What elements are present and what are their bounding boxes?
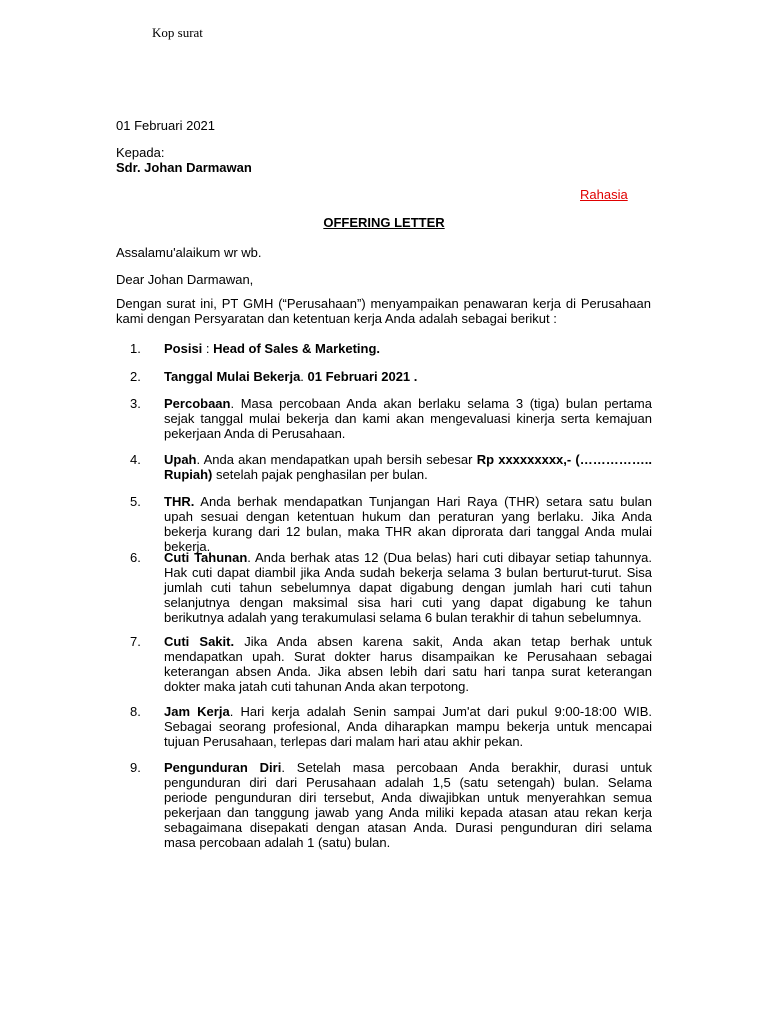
intro-paragraph: Dengan surat ini, PT GMH (“Perusahaan”) menyampaikan penawaran kerja di Perusahaan kami dengan Persyaratan dan ketentuan kerja Anda adalah sebagai berikut : (116, 296, 651, 326)
item-heading: Pengunduran Diri (164, 760, 282, 775)
item-heading: Percobaan (164, 396, 231, 411)
item-number: 4. (130, 452, 141, 467)
recipient-name: Sdr. Johan Darmawan (116, 160, 252, 175)
item-number: 1. (130, 341, 141, 356)
item-body (164, 760, 652, 850)
letter-title: OFFERING LETTER (323, 215, 445, 230)
item-text: Anda berhak mendapatkan Tunjangan Hari Raya (THR) setara satu bulan upah sesuai dengan ketentuan hukum dan peraturan yang berlaku. Jika Anda bekerja kurang dari 12 bulan, maka THR akan diprorata dari tanggal Anda mulai bekerja. (164, 494, 652, 554)
item-text: Anda akan mendapatkan upah bersih sebesar (203, 452, 477, 467)
item-separator: . (229, 704, 241, 719)
item-number: 9. (130, 760, 141, 775)
item-number: 2. (130, 369, 141, 384)
greeting: Assalamu'alaikum wr wb. (116, 245, 262, 260)
item-separator: . (281, 760, 297, 775)
item-heading: Cuti Sakit. (164, 634, 235, 649)
item-number: 5. (130, 494, 141, 509)
item-text: Setelah masa percobaan Anda berakhir, durasi untuk pengunduran diri dari Perusahaan adalah 1,5 (satu setengah) bulan. Selama periode pengunduran diri tersebut, Anda diwajibkan untuk menyerahkan semua pekerjaan dan tanggung jawab yang Anda miliki kepada atasan atau rekan kerja sebagaimana disepakati dengan atasan Anda. Durasi pengunduran diri selama masa percobaan adalah 1 (satu) bulan. (164, 760, 652, 850)
item-separator (234, 634, 244, 649)
recipient-label: Kepada: (116, 145, 165, 160)
item-heading: Upah (164, 452, 197, 467)
item-text-tail: setelah pajak penghasilan per bulan. (212, 467, 428, 482)
item-value: 01 Februari 2021 . (307, 369, 418, 384)
item-body (164, 452, 652, 482)
item-body (164, 369, 652, 384)
item-separator: . (247, 550, 255, 565)
confidential-mark: Rahasia (580, 187, 628, 202)
item-heading: Posisi (164, 341, 203, 356)
item-heading: THR. (164, 494, 195, 509)
item-number: 7. (130, 634, 141, 649)
item-text: Anda berhak atas 12 (Dua belas) hari cuti dibayar setiap tahunnya. Hak cuti dapat diambil jika Anda sudah bekerja selama 3 bulan berturut-turut. Sisa jumlah cuti tahun sebelumnya dapat digabung dengan jumlah hari cuti tahun selanjutnya dengan maksimal sisa hari cuti yang dapat digabung ke tahun berikutnya adalah yang terakumulasi selama 6 bulan terakhir di tahun sebelumnya. (164, 550, 652, 625)
letterhead-placeholder: Kop surat (152, 25, 203, 40)
item-heading: Jam Kerja (164, 704, 230, 719)
item-body (164, 704, 652, 749)
salutation: Dear Johan Darmawan, (116, 272, 254, 287)
item-heading: Tanggal Mulai Bekerja (164, 369, 301, 384)
item-body (164, 396, 652, 441)
item-separator: : (202, 341, 214, 356)
item-separator: . (230, 396, 241, 411)
item-text: Jika Anda absen karena sakit, Anda akan tetap berhak untuk mendapatkan upah. Surat dokter harus disampaikan ke Perusahaan sebagai keterangan absen Anda. Jika absen lebih dari satu hari tanpa surat keterangan dokter maka jatah cuti tahunan Anda akan terpotong. (164, 634, 652, 694)
letter-date: 01 Februari 2021 (116, 118, 216, 133)
item-body (164, 634, 652, 694)
item-amount: Rp xxxxxxxxx,- (…………….. Rupiah) (164, 452, 652, 482)
item-body (164, 494, 652, 554)
item-heading: Cuti Tahunan (164, 550, 248, 565)
item-value: Head of Sales & Marketing. (213, 341, 381, 356)
item-separator: . (300, 369, 308, 384)
item-number: 3. (130, 396, 141, 411)
item-text: Hari kerja adalah Senin sampai Jum'at dari pukul 9:00-18:00 WIB. Sebagai seorang profesional, Anda diharapkan mampu bekerja untuk mencapai tujuan Perusahaan, terlepas dari malam hari atau akhir pekan. (164, 704, 652, 749)
item-number: 8. (130, 704, 141, 719)
item-text: Masa percobaan Anda akan berlaku selama 3 (tiga) bulan pertama sejak tanggal mulai bekerja dan kami akan mengevaluasi kinerja serta kemajuan pekerjaan Anda di Perusahaan. (164, 396, 652, 441)
item-separator: . (196, 452, 204, 467)
item-body (164, 341, 652, 356)
item-number: 6. (130, 550, 141, 565)
item-body (164, 550, 652, 625)
